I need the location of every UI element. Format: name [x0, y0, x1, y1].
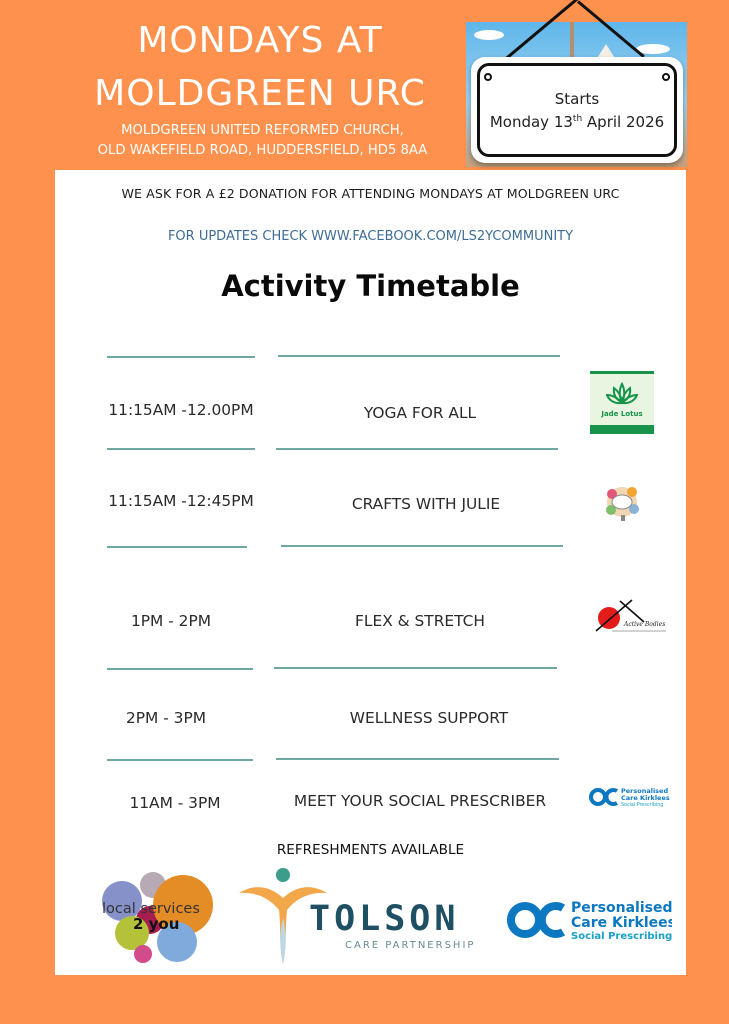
svg-text:CARE PARTNERSHIP: CARE PARTNERSHIP — [345, 940, 476, 951]
crafts-logo — [600, 482, 644, 522]
svg-text:Social Prescribing: Social Prescribing — [621, 803, 664, 808]
row-3-activity: FLEX & STRETCH — [355, 612, 485, 630]
row-5-activity: MEET YOUR SOCIAL PRESCRIBER — [293, 792, 547, 810]
sign-start-date: Monday 13th April 2026 — [489, 113, 665, 131]
row-2-activity: CRAFTS WITH JULIE — [351, 495, 501, 513]
local-services-2-you-logo — [100, 870, 215, 966]
donation-notice: WE ASK FOR A £2 DONATION FOR ATTENDING MONDAYS AT MOLDGREEN URC — [121, 186, 620, 201]
divider — [276, 758, 559, 760]
timetable-heading: Activity Timetable — [221, 269, 520, 303]
facebook-link[interactable]: FOR UPDATES CHECK WWW.FACEBOOK.COM/LS2YCOMMUNITY — [167, 229, 574, 244]
refreshments-notice: REFRESHMENTS AVAILABLE — [276, 842, 465, 858]
divider — [281, 545, 563, 547]
lotus-icon — [606, 382, 638, 408]
svg-text:Personalised: Personalised — [571, 900, 672, 916]
personalised-care-kirklees-logo — [507, 896, 672, 944]
svg-text:Active Bodies: Active Bodies — [624, 621, 666, 628]
title-line-2: MOLDGREEN URC — [94, 73, 426, 114]
svg-text:Care Kirklees: Care Kirklees — [571, 915, 672, 931]
pck-small-logo — [589, 785, 671, 809]
row-2-time: 11:15AM -12:45PM — [108, 492, 254, 510]
address-line-1: MOLDGREEN UNITED REFORMED CHURCH, — [121, 123, 404, 138]
divider — [107, 668, 253, 670]
divider — [107, 759, 253, 761]
divider — [107, 356, 255, 358]
divider — [276, 448, 558, 450]
content-panel — [55, 170, 686, 975]
row-1-time: 11:15AM -12.00PM — [108, 401, 254, 419]
title-line-1: MONDAYS AT — [137, 20, 383, 61]
row-5-time: 11AM - 3PM — [129, 794, 221, 812]
svg-text:TOLSON: TOLSON — [309, 899, 460, 939]
row-1-activity: YOGA FOR ALL — [363, 404, 477, 422]
jade-lotus-logo: Jade Lotus — [590, 371, 654, 434]
svg-text:Social Prescribing: Social Prescribing — [571, 931, 672, 942]
active-bodies-logo — [592, 598, 668, 636]
sign-starts-label: Starts — [554, 90, 600, 108]
divider — [107, 448, 255, 450]
svg-text:local services: local services — [102, 901, 200, 917]
start-date-sign — [471, 57, 683, 163]
tolson-care-partnership-logo — [237, 868, 497, 968]
row-3-time: 1PM - 2PM — [130, 612, 212, 630]
row-4-activity: WELLNESS SUPPORT — [349, 709, 509, 727]
address-line-2: OLD WAKEFIELD ROAD, HUDDERSFIELD, HD5 8AA — [97, 143, 428, 158]
divider — [274, 667, 557, 669]
divider — [278, 355, 560, 357]
svg-text:Personalised: Personalised — [621, 787, 669, 795]
divider — [107, 546, 247, 548]
svg-text:Care Kirklees: Care Kirklees — [621, 794, 670, 802]
svg-text:2 you: 2 you — [133, 915, 180, 933]
row-4-time: 2PM - 3PM — [125, 709, 207, 727]
